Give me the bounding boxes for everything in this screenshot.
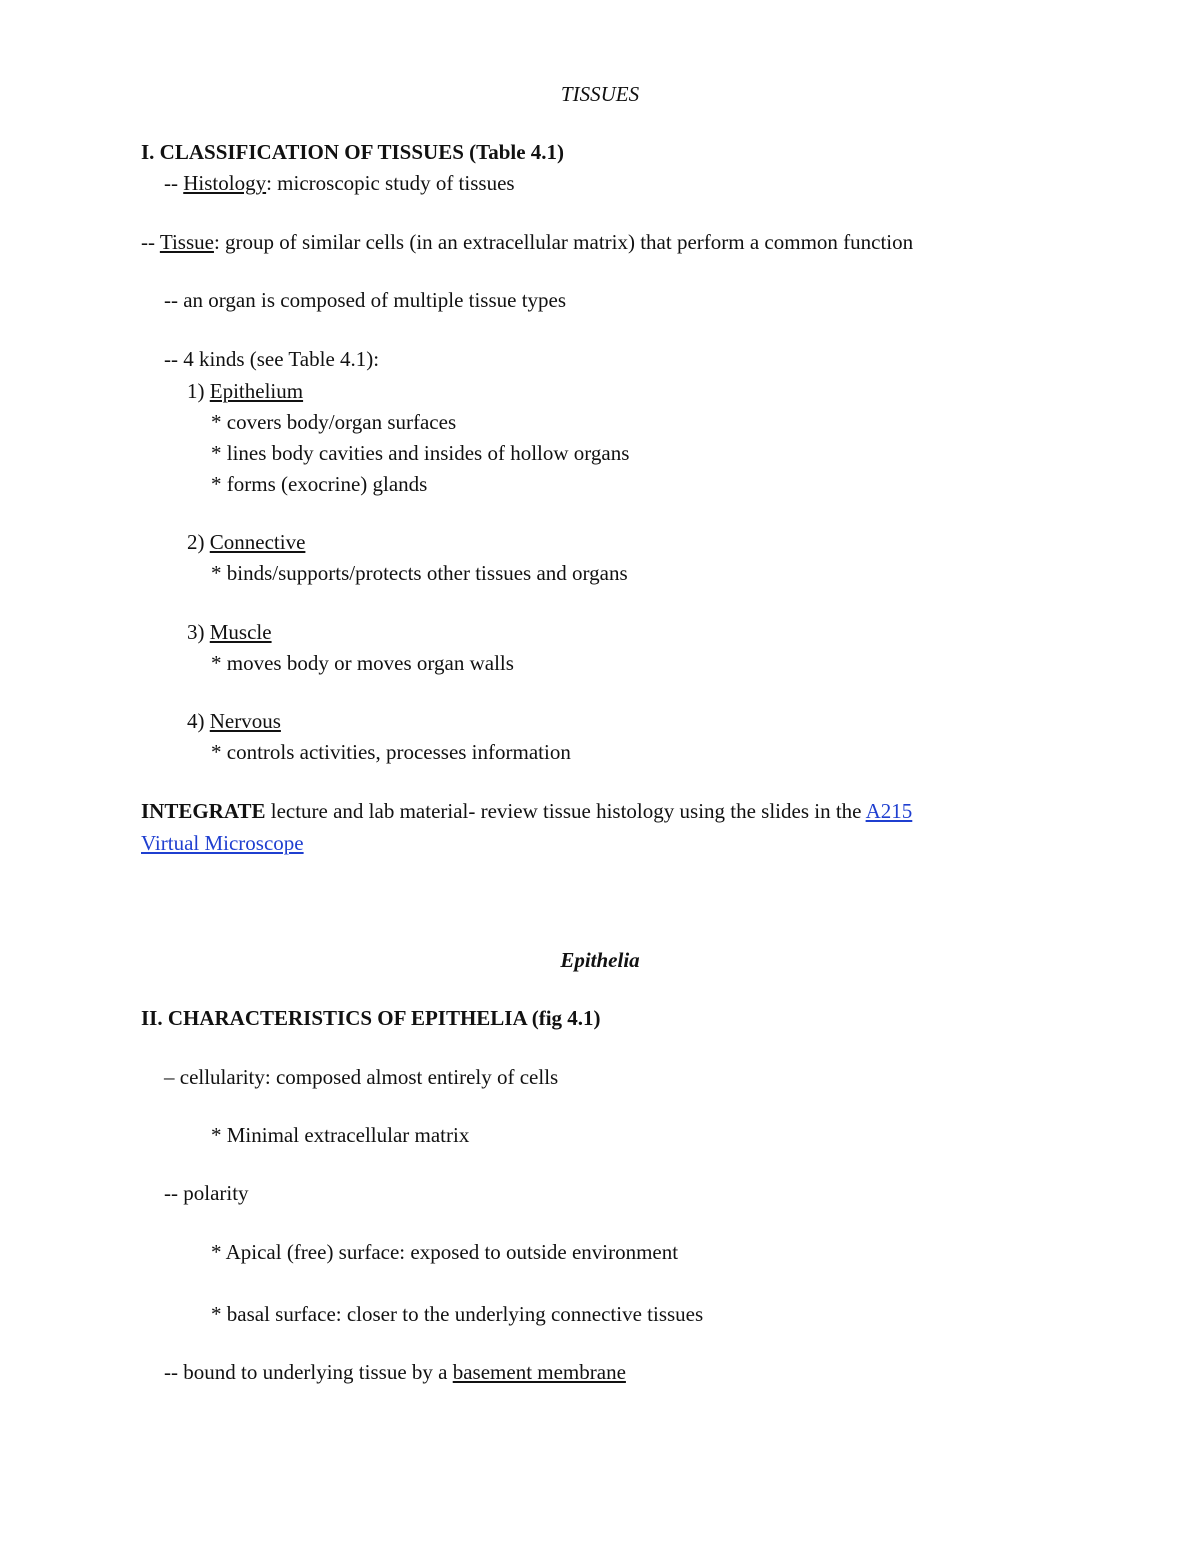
list-item: * lines body cavities and insides of hollow organs — [211, 441, 630, 465]
list-item: * moves body or moves organ walls — [211, 651, 514, 675]
kinds-line: -- 4 kinds (see Table 4.1): — [164, 347, 380, 371]
list-item: * Apical (free) surface: exposed to outside environment — [211, 1240, 679, 1264]
kind-epithelium: 1) Epithelium — [187, 379, 304, 403]
kind-muscle: 3) Muscle — [187, 620, 272, 644]
section-heading-classification: I. CLASSIFICATION OF TISSUES (Table 4.1) — [141, 140, 565, 164]
histology-definition: -- Histology: microscopic study of tissues — [164, 171, 515, 195]
bound-line: -- bound to underlying tissue by a basement membrane — [164, 1360, 626, 1384]
integrate-keyword: INTEGRATE — [141, 799, 266, 823]
list-item: * basal surface: closer to the underlying connective tissues — [211, 1302, 704, 1326]
subtitle-epithelia: Epithelia — [560, 948, 640, 972]
section-heading-characteristics: II. CHARACTERISTICS OF EPITHELIA (fig 4.1) — [141, 1006, 601, 1030]
polarity-line: -- polarity — [164, 1181, 249, 1205]
cellularity-line: – cellularity: composed almost entirely of cells — [164, 1065, 559, 1089]
page-title: TISSUES — [560, 82, 640, 106]
virtual-microscope-link[interactable]: A215 — [865, 799, 913, 823]
list-item: * forms (exocrine) glands — [211, 472, 428, 496]
integrate-paragraph: INTEGRATE lecture and lab material- review tissue histology using the slides in the A215 — [141, 799, 913, 823]
virtual-microscope-link-cont[interactable]: Virtual Microscope — [141, 831, 304, 855]
kind-connective: 2) Connective — [187, 530, 306, 554]
list-item: * controls activities, processes information — [211, 740, 571, 764]
tissue-definition: -- Tissue: group of similar cells (in an extracellular matrix) that perform a common function — [141, 230, 914, 254]
basement-membrane-term: basement membrane — [452, 1360, 626, 1384]
organ-line: -- an organ is composed of multiple tissue types — [164, 288, 567, 312]
histology-term: Histology — [183, 171, 267, 195]
list-item: * covers body/organ surfaces — [211, 410, 457, 434]
list-item: * binds/supports/protects other tissues and organs — [211, 561, 628, 585]
kind-nervous: 4) Nervous — [187, 709, 281, 733]
list-item: * Minimal extracellular matrix — [211, 1123, 470, 1147]
integrate-paragraph-line2 — [141, 830, 304, 856]
tissue-term: Tissue — [159, 230, 214, 254]
